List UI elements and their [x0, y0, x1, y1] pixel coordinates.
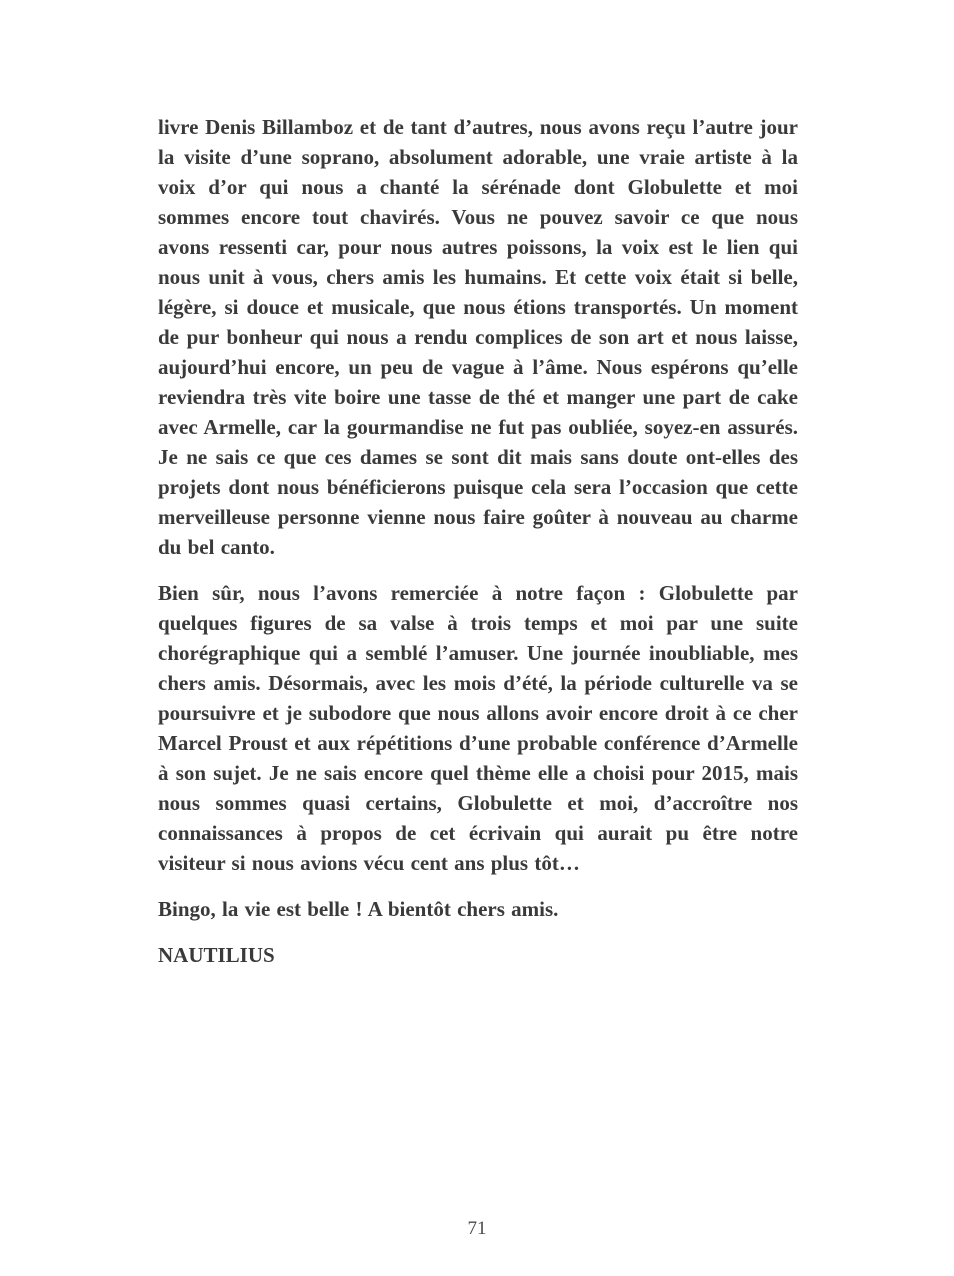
- signature: NAUTILIUS: [158, 943, 275, 967]
- paragraph-2: Bien sûr, nous l’avons remerciée à notre façon : Globulette par quelques figures de sa valse à trois temps et moi par une suite chorégraphique qui a semblé l’amuser. Une journée inoubliable, mes chers amis. Désormais, avec les mois d’été, la période culturelle va se poursuivre et je subodore que nous allons avoir encore droit à ce cher Marcel Proust et aux répétitions d’une probable conférence d’Armelle à son sujet. Je ne sais encore quel thème elle a choisi pour 2015, mais nous sommes quasi certains, Globulette et moi, d’accroître nos connaissances à propos de cet écrivain qui aurait pu être notre visiteur si nous avions vécu cent ans plus tôt…: [158, 581, 798, 875]
- page-number: 71: [467, 1218, 487, 1239]
- page-body: [158, 112, 798, 986]
- paragraph-3: Bingo, la vie est belle ! A bientôt chers amis.: [158, 897, 559, 921]
- paragraph-1: livre Denis Billamboz et de tant d’autres, nous avons reçu l’autre jour la visite d’une soprano, absolument adorable, une vraie artiste à la voix d’or qui nous a chanté la sérénade dont Globulette et moi sommes encore tout chavirés. Vous ne pouvez savoir ce que nous avons ressenti car, pour nous autres poissons, la voix est le lien qui nous unit à vous, chers amis les humains. Et cette voix était si belle, légère, si douce et musicale, que nous étions transportés. Un moment de pur bonheur qui nous a rendu complices de son art et nous laisse, aujourd’hui encore, un peu de vague à l’âme. Nous espérons qu’elle reviendra très vite boire une tasse de thé et manger une part de cake avec Armelle, car la gourmandise ne fut pas oubliée, soyez-en assurés. Je ne sais ce que ces dames se sont dit mais sans doute ont-elles des projets dont nous bénéficierons puisque cela sera l’occasion que cette merveilleuse personne vienne nous faire goûter à nouveau au charme du bel canto.: [158, 115, 798, 559]
